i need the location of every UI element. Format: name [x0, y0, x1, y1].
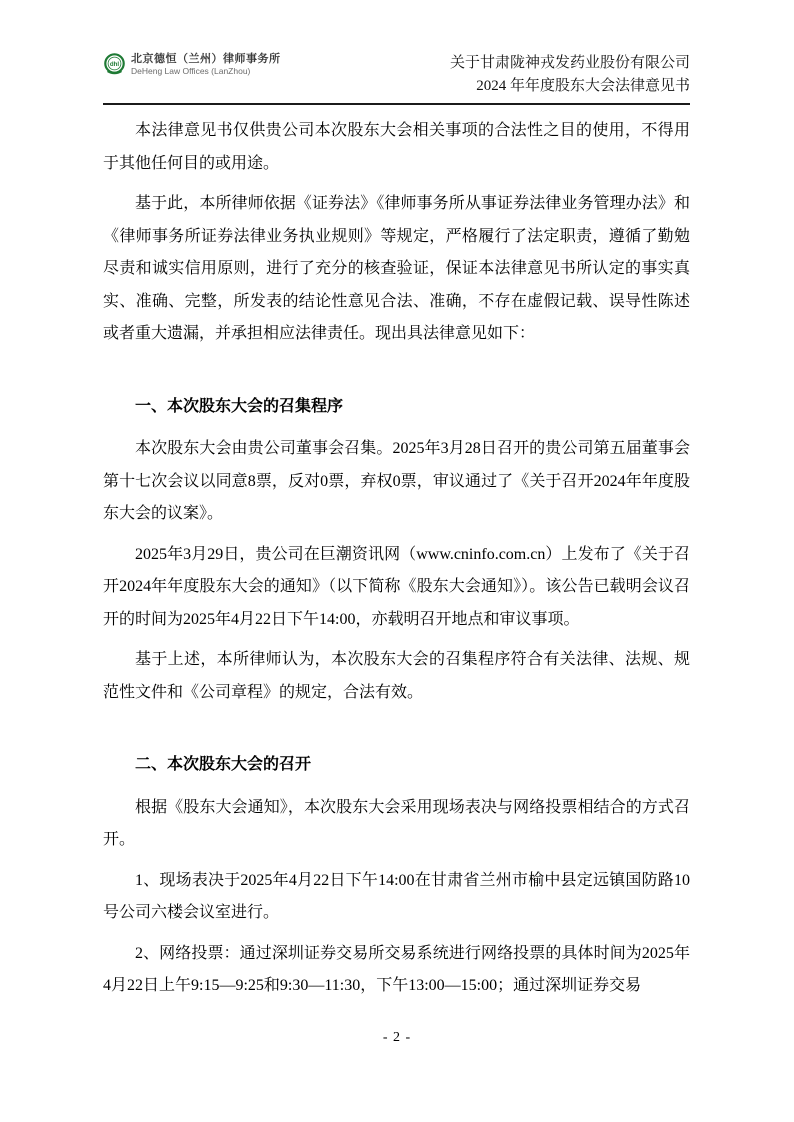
paragraph-board-resolution: 本次股东大会由贵公司董事会召集。2025年3月28日召开的贵公司第五届董事会第十七次会议以同意8票，反对0票，弃权0票，审议通过了《关于召开2024年年度股东大会的议案》。 [103, 440, 690, 522]
doc-ref-title-line: 2024 年年度股东大会法律意见书 [476, 78, 690, 94]
paragraph-online-voting: 2、网络投票：通过深圳证券交易所交易系统进行网络投票的具体时间为2025年4月22日上午9:15—9:25和9:30—11:30，下午13:00—15:00；通过深圳证券交易 [103, 944, 690, 994]
doc-ref-company-line: 关于甘肃陇神戎发药业股份有限公司 [449, 55, 690, 71]
paragraph-notice-publication: 2025年3月29日，贵公司在巨潮资讯网（www.cninfo.com.cn）上发布了《关于召开2024年年度股东大会的通知》（以下简称《股东大会通知》）。该公告已载明会议召开的时间为2025年4月22日下午14:00，亦载明召开地点和审议事项。 [103, 545, 690, 628]
page-number: - 2 - [382, 1030, 412, 1045]
deheng-logo-icon [103, 53, 126, 76]
firm-name-zh: 北京德恒（兰州）律师事务所 [131, 53, 281, 65]
letterhead [103, 0, 690, 105]
section-heading-meeting-holding: 二、本次股东大会的召开 [135, 756, 312, 773]
document-reference [450, 52, 690, 98]
firm-identity [103, 52, 281, 77]
document-body [103, 105, 690, 1003]
paragraph-convening-conclusion: 基于上述，本所律师认为，本次股东大会的召集程序符合有关法律、法规、规范性文件和《公司章程》的规定，合法有效。 [103, 651, 690, 701]
paragraph-lawyer-statement: 基于此，本所律师依据《证券法》《律师事务所从事证券法律业务管理办法》和《律师事务所证券法律业务执业规则》等规定，严格履行了法定职责，遵循了勤勉尽责和诚实信用原则，进行了充分的核查验证，保证本法律意见书所认定的事实真实、准确、完整，所发表的结论性意见合法、准确，不存在虚假记载、误导性陈述或者重大遗漏，并承担相应法律责任。现出具法律意见如下： [103, 195, 690, 342]
paragraph-scope-of-use: 本法律意见书仅供贵公司本次股东大会相关事项的合法性之目的使用，不得用于其他任何目的或用途。 [103, 122, 690, 172]
paragraph-meeting-method: 根据《股东大会通知》，本次股东大会采用现场表决与网络投票相结合的方式召开。 [103, 798, 690, 848]
paragraph-onsite-voting: 1、现场表决于2025年4月22日下午14:00在甘肃省兰州市榆中县定远镇国防路10号公司六楼会议室进行。 [103, 871, 690, 921]
svg-text:dhl: dhl [109, 61, 120, 68]
firm-names [131, 53, 281, 77]
section-heading-convening-procedure: 一、本次股东大会的召集程序 [135, 397, 344, 415]
firm-name-en: DeHeng Law Offices (LanZhou) [131, 66, 251, 76]
